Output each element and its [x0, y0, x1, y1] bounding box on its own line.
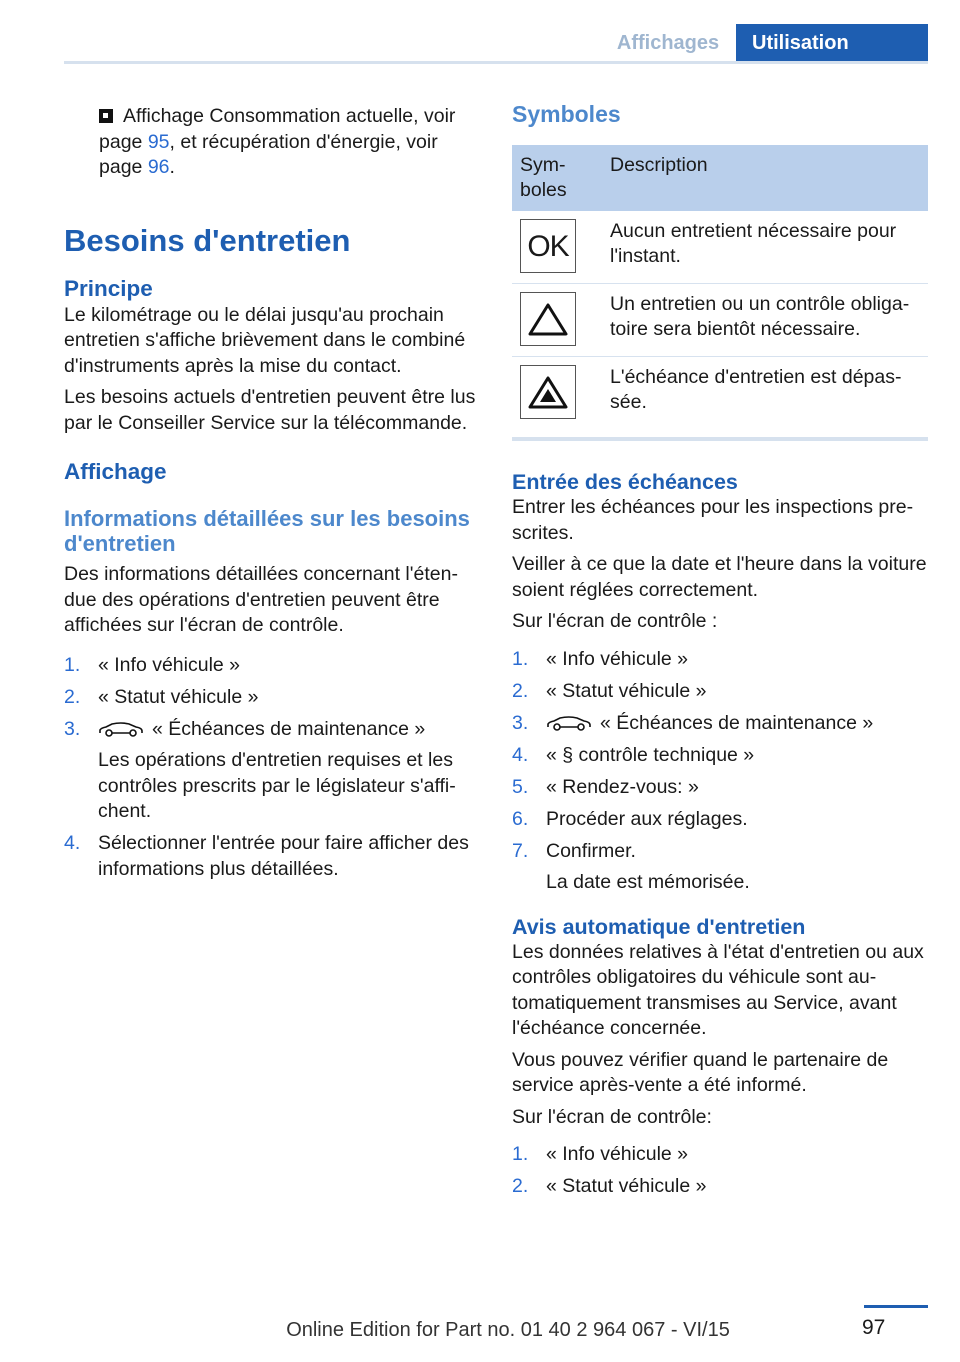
page-link-95[interactable]: 95 [147, 130, 170, 153]
avis-paragraph-1: Les données relatives à l'état d'entretien ou aux contrôles obligatoires du véhicule sont automatiquement transmises au Service, avant l'échéance concernée. [512, 940, 924, 1039]
step-number: 3. [64, 717, 81, 740]
avis-paragraph-3: Sur l'écran de contrôle: [512, 1105, 712, 1128]
step-text: « § contrôle technique » [546, 743, 755, 766]
table-header-description: Description [602, 145, 928, 211]
step-number: 5. [512, 775, 529, 798]
section-title: Besoins d'entretien [64, 222, 351, 258]
avis-heading: Avis automatique d'entretien [512, 914, 806, 939]
step-number: 7. [512, 839, 529, 862]
intro-text: Affichage Consommation actuelle, voir page [99, 105, 456, 153]
step-text: Confirmer. [546, 839, 636, 862]
step-number: 4. [512, 743, 529, 766]
step-text: « Statut véhicule » [98, 685, 259, 708]
list-item [512, 1142, 928, 1168]
table-cell-description: Un entretien ou un contrôle obligatoire sera bientôt nécessaire. [602, 284, 928, 357]
list-item [64, 717, 482, 825]
step-number: 2. [512, 679, 529, 702]
table-row [512, 357, 928, 440]
step-text: Sélectionner l'entrée pour faire afficher des informations plus détaillées. [98, 832, 469, 880]
table-header-symbols: Symboles [512, 145, 602, 211]
step-subtext: La date est mémorisée. [546, 871, 750, 893]
step-text: Procéder aux réglages. [546, 807, 748, 830]
ok-icon: OK [520, 219, 576, 273]
avis-steps-list [512, 1142, 928, 1200]
warning-triangle-filled-icon [520, 365, 576, 419]
warning-triangle-icon [520, 292, 576, 346]
list-item [512, 775, 928, 801]
list-item [64, 685, 482, 711]
table-cell-description: L'échéance d'entretien est dépassée. [602, 357, 928, 440]
symboles-heading: Symboles [512, 101, 621, 127]
header-divider [64, 61, 928, 64]
principe-paragraph-2: Les besoins actuels d'entretien peuvent être lus par le Conseiller Service sur la télécommande. [64, 386, 476, 434]
step-number: 2. [64, 685, 81, 708]
affichage-heading: Affichage [64, 459, 167, 484]
list-item [512, 743, 928, 769]
step-number: 2. [512, 1175, 529, 1197]
footer-divider [864, 1305, 928, 1308]
step-text: « Statut véhicule » [546, 1175, 707, 1197]
entree-heading: Entrée des échéances [512, 470, 738, 494]
list-item [512, 711, 928, 737]
steps-list [64, 653, 482, 883]
right-column [512, 102, 928, 1206]
step-text: « Rendez-vous: » [546, 775, 699, 798]
entree-paragraph-3: Sur l'écran de contrôle : [512, 610, 718, 632]
left-column [64, 104, 482, 889]
step-subtext: Les opérations d'entretien requises et les contrôles prescrits par le législateur s'affichent. [98, 749, 456, 822]
table-row [512, 284, 928, 357]
list-item [512, 839, 928, 896]
page-number: 97 [862, 1316, 886, 1339]
step-number: 6. [512, 807, 529, 830]
intro-text: . [169, 156, 175, 178]
symbols-table [512, 145, 928, 441]
list-item [64, 831, 482, 882]
entree-paragraph-1: Entrer les échéances pour les inspections prescrites. [512, 496, 914, 544]
principe-paragraph-1: Le kilométrage ou le délai jusqu'au prochain entretien s'affiche brièvement dans le combiné d'instruments après la mise du contact. [64, 303, 466, 377]
avis-paragraph-2: Vous pouvez vérifier quand le partenaire de service après-vente a été informé. [512, 1048, 889, 1096]
step-number: 3. [512, 711, 529, 734]
list-item [512, 807, 928, 833]
step-number: 1. [64, 653, 81, 676]
list-item [512, 679, 928, 705]
step-text: « Statut véhicule » [546, 679, 707, 702]
table-cell-description: Aucun entretient nécessaire pour l'instant. [602, 211, 928, 284]
step-number: 1. [512, 1143, 529, 1165]
edition-footer: Online Edition for Part no. 01 40 2 964 067 - VI/15 [286, 1319, 730, 1341]
entree-steps-list [512, 647, 928, 896]
step-text: « Info véhicule » [98, 653, 241, 676]
tab-utilisation[interactable]: Utilisation [736, 24, 928, 64]
car-icon [546, 715, 592, 731]
list-item [512, 1174, 928, 1200]
table-row [512, 211, 928, 284]
consumption-display-icon [99, 109, 113, 123]
step-number: 4. [64, 832, 81, 854]
tab-affichages[interactable]: Affichages [616, 32, 720, 54]
info-paragraph: Des informations détaillées concernant l'étendue des opérations d'entretien peuvent être affichées sur l'écran de contrôle. [64, 563, 458, 636]
list-item [512, 647, 928, 673]
entree-paragraph-2: Veiller à ce que la date et l'heure dans la voiture soient réglées correctement. [512, 553, 927, 601]
intro-paragraph [64, 104, 482, 181]
step-text: « Échéances de maintenance » [600, 711, 874, 734]
step-number: 1. [512, 647, 529, 670]
list-item [64, 653, 482, 679]
step-text: « Échéances de maintenance » [152, 717, 426, 740]
page-link-96[interactable]: 96 [147, 156, 170, 178]
car-icon [98, 721, 144, 737]
info-heading: Informations détaillées sur les besoins d'entretien [64, 506, 470, 556]
step-text: « Info véhicule » [546, 1143, 689, 1165]
intro-text: , et récupération d'énergie, voir page [99, 130, 438, 178]
principe-heading: Principe [64, 275, 153, 301]
step-text: « Info véhicule » [546, 647, 689, 670]
